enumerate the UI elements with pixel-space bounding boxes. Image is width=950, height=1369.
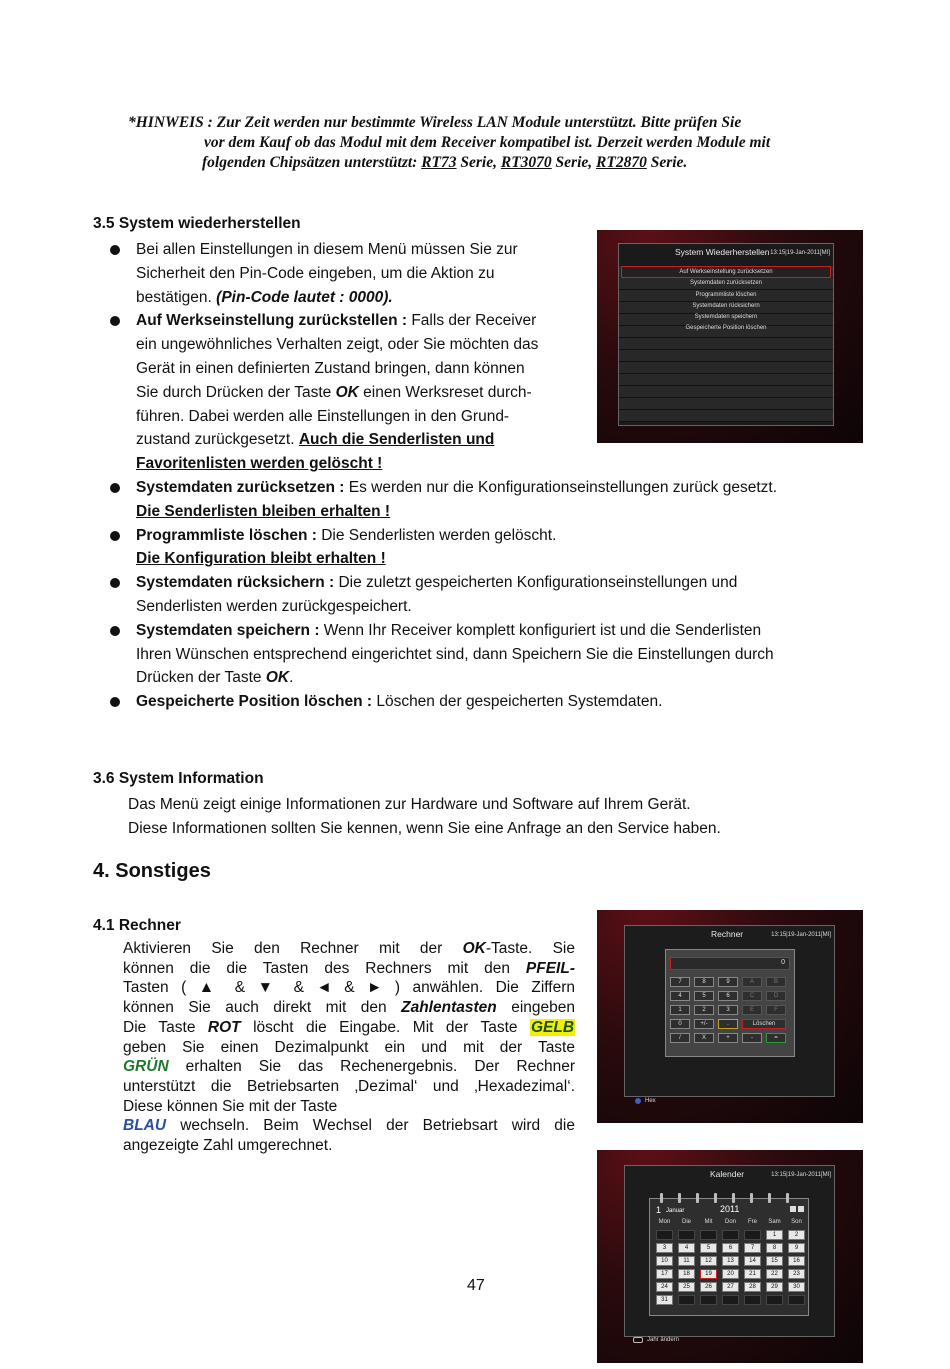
calendar-day-cell[interactable]: 17 [656, 1269, 673, 1279]
weekday: Mit [704, 1219, 713, 1225]
bullet-icon [110, 483, 120, 493]
key-8[interactable]: 8 [694, 977, 714, 987]
menu-item-systemdata-reset[interactable]: Systemdaten zurücksetzen [689, 280, 763, 286]
key-2[interactable]: 2 [694, 1005, 714, 1015]
key-plus[interactable]: + [718, 1033, 738, 1043]
calendar-day-cell[interactable]: 14 [744, 1256, 761, 1266]
page-number: 47 [467, 1277, 485, 1294]
text-line: Die Senderlisten bleiben erhalten ! [136, 502, 391, 520]
section-heading-4-1: 4.1 Rechner [93, 917, 181, 934]
calendar-day-cell[interactable]: 25 [678, 1282, 695, 1292]
bullet-program-delete: Programmliste löschen : Die Senderlisten werden gelöscht. [93, 524, 853, 548]
bullet-pin: Bei allen Einstellungen in diesem Menü müssen Sie zur [93, 238, 853, 262]
calendar-empty-cell [678, 1230, 695, 1240]
calendar-day-cell[interactable]: 30 [788, 1282, 805, 1292]
text-line: unterstützt die Betriebsarten ‚Dezimal‘ und ‚Hexadezimal‘. [123, 1077, 575, 1095]
text-line: geben Sie einen Dezimalpunkt ein und mit der Taste [123, 1038, 575, 1056]
calendar-day-cell[interactable]: 2 [788, 1230, 805, 1240]
calendar-day-cell[interactable]: 8 [766, 1243, 783, 1253]
bullet-factory-reset: Auf Werkseinstellung zurückstellen : Falls der Receiver [93, 309, 853, 333]
calendar-day-cell[interactable]: 24 [656, 1282, 673, 1292]
hex-label: Hex [645, 1098, 656, 1104]
menu-item-delete-position[interactable]: Gespeicherte Position löschen [685, 325, 767, 331]
calendar-title: Kalender [710, 1169, 745, 1179]
calendar-sheet [649, 1198, 809, 1316]
calendar-day-cell[interactable]: 22 [766, 1269, 783, 1279]
text-line: Das Menü zeigt einige Informationen zur Hardware und Software auf Ihrem Gerät. [128, 796, 691, 813]
calendar-day-cell[interactable]: 18 [678, 1269, 695, 1279]
key-6[interactable]: 6 [718, 991, 738, 1001]
key-9[interactable]: 9 [718, 977, 738, 987]
calendar-days [656, 1230, 805, 1305]
bullet-save: Systemdaten speichern : Wenn Ihr Receiver komplett konfiguriert ist und die Senderlisten [93, 619, 853, 643]
row-bg [619, 362, 833, 374]
gelb-highlight: GELB [530, 1018, 575, 1036]
weekday: Son [791, 1219, 802, 1225]
row-bg [619, 386, 833, 398]
bullet-delete-position: Gespeicherte Position löschen : Löschen der gespeicherten Systemdaten. [93, 690, 853, 714]
key-clear[interactable]: Löschen [742, 1019, 786, 1029]
chip-rt73: RT73 [421, 154, 457, 171]
row-bg [619, 410, 833, 422]
bullet-icon [110, 316, 120, 326]
calendar-day: 1 [656, 1205, 662, 1215]
clock: 13:15|19-Jan-2011[MI] [771, 1172, 831, 1178]
text-line: Sie durch Drücken der Taste OK einen Werksreset durch- [136, 383, 532, 401]
text-line: zustand zurückgesetzt. Auch die Senderlisten und [136, 431, 495, 449]
calendar-day-cell[interactable]: 12 [700, 1256, 717, 1266]
chapter-heading-4: 4. Sonstiges [93, 860, 211, 882]
text-line: können die die Tasten des Rechners mit den PFEIL- [123, 959, 575, 977]
calendar-day-cell[interactable]: 20 [722, 1269, 739, 1279]
text-line: BLAU wechseln. Beim Wechsel der Betriebsart wird die [123, 1117, 575, 1135]
section-heading-3-5: 3.5 System wiederherstellen [93, 215, 301, 232]
year-change-label: Jahr ändern [647, 1337, 680, 1343]
key-c[interactable]: C [742, 991, 762, 1001]
key-multiply[interactable]: X [694, 1033, 714, 1043]
weekday-header [656, 1219, 805, 1225]
menu-item-save[interactable]: Systemdaten speichern [694, 314, 758, 320]
screenshot-system-restore [597, 230, 863, 443]
next-icon[interactable] [798, 1206, 804, 1212]
calendar-empty-cell [656, 1230, 673, 1240]
key-divide[interactable]: / [670, 1033, 690, 1043]
calendar-empty-cell [678, 1295, 695, 1305]
text-line: Tasten ( ▲ & ▼ & ◄ & ► ) anwählen. Die Ziffern [123, 979, 575, 997]
calendar-day-cell[interactable]: 6 [722, 1243, 739, 1253]
weekday: Die [681, 1219, 691, 1225]
calendar-empty-cell [722, 1295, 739, 1305]
calculator-display: 0 [670, 957, 790, 970]
key-e[interactable]: E [742, 1005, 762, 1015]
calendar-day-cell[interactable]: 16 [788, 1256, 805, 1266]
calendar-day-cell[interactable]: 4 [678, 1243, 695, 1253]
weekday: Don [724, 1219, 736, 1225]
calendar-day-cell[interactable]: 15 [766, 1256, 783, 1266]
calendar-day-cell[interactable]: 7 [744, 1243, 761, 1253]
calendar-day-cell[interactable]: 27 [722, 1282, 739, 1292]
clock: 13:15|19-Jan-2011[MI] [771, 932, 831, 938]
calendar-empty-cell [700, 1295, 717, 1305]
calendar-day-cell[interactable]: 19 [700, 1269, 717, 1279]
row-bg [619, 350, 833, 362]
calendar-day-cell[interactable]: 11 [678, 1256, 695, 1266]
section-4-1-body [123, 939, 575, 1156]
hint-note [128, 113, 848, 173]
bullet-systemdata-reset: Systemdaten zurücksetzen : Es werden nur die Konfigurationseinstellungen zurück gesetzt. [93, 476, 853, 500]
key-decimal[interactable]: . [718, 1019, 738, 1029]
weekday: Mon [658, 1219, 671, 1225]
key-0[interactable]: 0 [670, 1019, 690, 1029]
calendar-day-cell[interactable]: 31 [656, 1295, 673, 1305]
calendar-day-cell[interactable]: 29 [766, 1282, 783, 1292]
text-line: ein ungewöhnliches Verhalten zeigt, oder Sie möchten das [136, 336, 539, 354]
menu-item-factory-reset[interactable]: Auf Werkseinstellung zurücksetzen [621, 266, 831, 278]
bullet-icon [110, 697, 120, 707]
hint-line-2: vor dem Kauf ob das Modul mit dem Receiver kompatibel ist. Derzeit werden Module mit [204, 134, 771, 151]
bullet-icon [110, 245, 120, 255]
clock: 13:15|19-Jan-2011[MI] [770, 250, 830, 256]
key-7[interactable]: 7 [670, 977, 690, 987]
key-3[interactable]: 3 [718, 1005, 738, 1015]
bullet-icon [110, 578, 120, 588]
key-f[interactable]: F [766, 1005, 786, 1015]
key-a[interactable]: A [742, 977, 762, 987]
key-minus[interactable]: - [742, 1033, 762, 1043]
ring-icon [786, 1193, 789, 1203]
chip-rt3070: RT3070 [500, 154, 552, 171]
chip-rt2870: RT2870 [596, 154, 647, 171]
text-line: Aktivieren Sie den Rechner mit der OK-Taste. Sie [123, 940, 575, 957]
calendar-empty-cell [722, 1230, 739, 1240]
bullet-icon [110, 531, 120, 541]
calendar-day-cell[interactable]: 10 [656, 1256, 673, 1266]
ring-icon [696, 1193, 699, 1203]
calendar-day-cell[interactable]: 3 [656, 1243, 673, 1253]
text-line: Ihren Wünschen entsprechend eingerichtet sind, dann Speichern Sie die Einstellungen durch [136, 645, 774, 663]
text-line: GRÜN erhalten Sie das Rechenergebnis. Der Rechner [123, 1058, 575, 1076]
key-equals[interactable]: = [766, 1033, 786, 1043]
ring-icon [714, 1193, 717, 1203]
bullet-icon [110, 626, 120, 636]
text-line: führen. Dabei werden alle Einstellungen in den Grund- [136, 407, 510, 425]
text-line: Diese können Sie mit der Taste [123, 1097, 338, 1115]
calendar-year: 2011 [720, 1204, 740, 1214]
section-3-6-body [128, 793, 721, 840]
text-line: können Sie auch direkt mit den Zahlentasten eingeben [123, 999, 575, 1017]
weekday: Fre [748, 1219, 757, 1225]
calendar-day-cell[interactable]: 26 [700, 1282, 717, 1292]
key-b[interactable]: B [766, 977, 786, 987]
calendar-day-cell[interactable]: 21 [744, 1269, 761, 1279]
row-bg [619, 398, 833, 410]
ring-icon [732, 1193, 735, 1203]
text-line: Sicherheit den Pin-Code eingeben, um die Aktion zu [136, 264, 495, 282]
calendar-empty-cell [700, 1230, 717, 1240]
key-plus-minus[interactable]: +/- [694, 1019, 714, 1029]
row-bg [619, 338, 833, 350]
menu-title: System Wiederherstellen [675, 247, 770, 257]
calendar-empty-cell [788, 1295, 805, 1305]
calculator-panel [624, 925, 835, 1097]
text-line: Favoritenlisten werden gelöscht ! [136, 455, 383, 473]
calendar-empty-cell [744, 1230, 761, 1240]
blue-button-icon [635, 1098, 641, 1104]
calendar-empty-cell [766, 1295, 783, 1305]
hint-line-3: folgenden Chipsätzen unterstützt: RT73 Serie, RT3070 Serie, RT2870 Serie. [202, 154, 688, 171]
calculator-title: Rechner [711, 929, 744, 939]
calendar-day-cell[interactable]: 13 [722, 1256, 739, 1266]
exit-button-icon [633, 1337, 643, 1343]
calendar-day-cell[interactable]: 9 [788, 1243, 805, 1253]
text-line: Die Konfiguration bleibt erhalten ! [136, 550, 386, 568]
menu-panel [618, 243, 834, 426]
text-line: bestätigen. (Pin-Code lautet : 0000). [136, 288, 393, 306]
text-line: Drücken der Taste OK. [136, 669, 294, 687]
calendar-day-cell[interactable]: 23 [788, 1269, 805, 1279]
key-4[interactable]: 4 [670, 991, 690, 1001]
calendar-month: Januar [666, 1208, 685, 1214]
ring-icon [678, 1193, 681, 1203]
key-1[interactable]: 1 [670, 1005, 690, 1015]
key-5[interactable]: 5 [694, 991, 714, 1001]
section-heading-3-6: 3.6 System Information [93, 770, 264, 787]
ring-icon [768, 1193, 771, 1203]
calculator-keypad [670, 977, 810, 1043]
calendar-day-cell[interactable]: 1 [766, 1230, 783, 1240]
key-d[interactable]: D [766, 991, 786, 1001]
text-line: Die Taste ROT löscht die Eingabe. Mit der Taste GELB [123, 1018, 575, 1036]
screenshot-calculator [597, 910, 863, 1123]
screenshot-calendar [597, 1150, 863, 1363]
bullet-restore: Systemdaten rücksichern : Die zuletzt gespeicherten Konfigurationseinstellungen und [93, 571, 853, 595]
text-line: Senderlisten werden zurückgespeichert. [136, 597, 412, 615]
text-line: Gerät in einen definierten Zustand bringen, dann können [136, 359, 525, 377]
menu-item-restore[interactable]: Systemdaten rücksichern [692, 303, 760, 309]
text-line: angezeigte Zahl umgerechnet. [123, 1137, 333, 1155]
calendar-day-cell[interactable]: 5 [700, 1243, 717, 1253]
menu-item-program-delete[interactable]: Programmliste löschen [695, 292, 757, 298]
prev-icon[interactable] [790, 1206, 796, 1212]
ring-icon [660, 1193, 663, 1203]
calendar-panel [624, 1165, 835, 1337]
ring-icon [750, 1193, 753, 1203]
hint-line-1: *HINWEIS : Zur Zeit werden nur bestimmte Wireless LAN Module unterstützt. Bitte prüfen Sie [128, 114, 742, 131]
calendar-empty-cell [744, 1295, 761, 1305]
calendar-day-cell[interactable]: 28 [744, 1282, 761, 1292]
weekday: Sam [768, 1219, 781, 1225]
row-bg [619, 374, 833, 386]
text-line: Diese Informationen sollten Sie kennen, wenn Sie eine Anfrage an den Service haben. [128, 819, 721, 837]
calculator-body [665, 949, 795, 1057]
